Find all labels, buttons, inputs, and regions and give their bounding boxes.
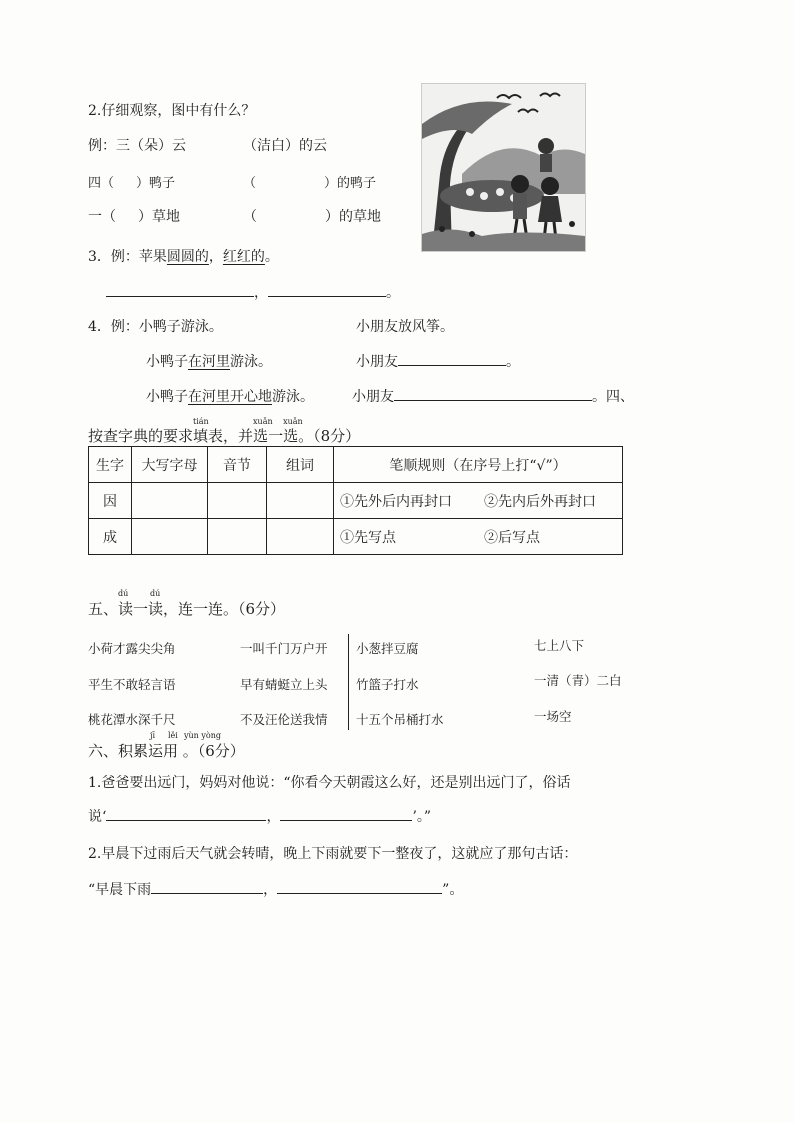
item1-sep: ，	[266, 809, 281, 825]
item2-blank-1[interactable]	[151, 892, 263, 894]
word-cell[interactable]	[267, 519, 334, 555]
duck-adj-close: ）的鸭子	[324, 176, 377, 191]
q3-blank-2[interactable]	[268, 295, 386, 297]
q3-end: 。	[264, 249, 279, 265]
q3-comma: ，	[208, 249, 223, 265]
grass-prefix: 一（	[88, 209, 116, 225]
q4-kid3-blank[interactable]	[394, 399, 592, 401]
item2-blank-2[interactable]	[277, 892, 442, 894]
dict-heading-biao: 表，并	[208, 427, 254, 445]
q4-kid2-subject: 小朋友	[356, 354, 398, 370]
row-char: 因	[89, 483, 132, 519]
left-item[interactable]: 平生不敢轻言语	[88, 677, 176, 692]
pinyin-tian: tián	[193, 417, 209, 426]
stroke-option-1[interactable]: ①先外后内再封口	[334, 483, 479, 519]
header-word: 组词	[267, 447, 334, 483]
q2-grass-row	[88, 206, 180, 226]
pinyin-du-2: dú	[150, 589, 161, 598]
item1-line2	[88, 806, 431, 826]
q3-word2: 红红的	[222, 249, 265, 265]
syllable-cell[interactable]	[208, 519, 267, 555]
duck-adj-open: （	[243, 176, 257, 191]
grass-suffix: ）草地	[138, 209, 180, 225]
q3-sep: ，	[254, 285, 268, 301]
pinyin-lei: lěi	[168, 731, 178, 740]
q4-kid2-blank[interactable]	[398, 364, 506, 366]
duck-suffix: ）鸭子	[136, 176, 176, 191]
right-a-item[interactable]: 小葱拌豆腐	[356, 641, 419, 656]
q3-blank-1[interactable]	[106, 295, 254, 297]
item1-blank-2[interactable]	[280, 819, 412, 821]
capital-cell[interactable]	[132, 519, 208, 555]
column-divider	[348, 634, 349, 730]
q4-line2-place: 在河里	[188, 354, 230, 370]
q3-prefix: 3．例：苹果	[88, 249, 167, 265]
section5-heading	[88, 589, 286, 619]
item2-end: ”。	[442, 882, 464, 898]
item1-blank-1[interactable]	[106, 819, 266, 821]
right-a-item[interactable]: 十五个吊桶打水	[356, 712, 444, 727]
q3-period: 。	[386, 285, 400, 301]
q4-line3-adverbial: 在河里开心地	[188, 389, 272, 405]
header-capital: 大写字母	[132, 447, 208, 483]
scene-illustration	[421, 83, 586, 252]
q2-duck-adj-row	[243, 172, 376, 191]
item1-open: 说‘	[88, 809, 107, 825]
stroke-option-2[interactable]: ②后写点	[478, 519, 623, 555]
q3-example	[88, 246, 279, 266]
header-char: 生字	[89, 447, 132, 483]
q2-example-adj: （洁白）的云	[243, 138, 327, 154]
header-stroke-rule: 笔顺规则（在序号上打“√”）	[334, 447, 623, 483]
grass-adj-open: （	[243, 209, 257, 225]
item2-sep: ，	[263, 882, 278, 898]
q4-kid3-row	[352, 386, 634, 406]
duck-prefix: 四（	[88, 176, 115, 191]
item2-line1: 2.早晨下过雨后天气就会转晴，晚上下雨就要下一整夜了，这就应了那句古话：	[88, 846, 578, 862]
q2-duck-row	[88, 172, 175, 191]
mid-item[interactable]: 不及汪伦送我情	[240, 712, 328, 727]
item2-open: “早晨下雨	[88, 882, 152, 898]
q4-example: 4．例：小鸭子游泳。	[88, 319, 223, 335]
right-a-item[interactable]: 竹篮子打水	[356, 677, 419, 692]
q4-kid2-row	[356, 351, 520, 371]
pinyin-ji: jī	[150, 731, 156, 740]
q4-kid2-end: 。	[506, 354, 520, 370]
mid-item[interactable]: 早有蜻蜓立上头	[240, 677, 328, 692]
word-cell[interactable]	[267, 483, 334, 519]
section5-title: 五、读一读，连一连。（6分）	[88, 600, 286, 618]
q4-line3-subject: 小鸭子	[146, 389, 188, 405]
q2-grass-adj-row	[243, 206, 381, 226]
section6-heading	[88, 731, 245, 761]
dict-heading-xuan2: 选	[283, 427, 299, 445]
table-row	[89, 483, 623, 519]
stroke-option-1[interactable]: ①先写点	[334, 519, 479, 555]
mid-item[interactable]: 一叫千门万户开	[240, 641, 328, 656]
header-syllable: 音节	[208, 447, 267, 483]
right-b-item[interactable]: 七上八下	[534, 638, 585, 653]
left-item[interactable]: 桃花潭水深千尺	[88, 712, 176, 727]
q2-example: 例：三（朵）云	[88, 138, 186, 154]
capital-cell[interactable]	[132, 483, 208, 519]
table-row	[89, 519, 623, 555]
dict-heading-a: 按查字典的要求	[88, 427, 194, 445]
q4-kid3-subject: 小朋友	[352, 389, 394, 405]
stroke-option-2[interactable]: ②先内后外再封口	[478, 483, 623, 519]
right-b-item[interactable]: 一清（青）二白	[534, 673, 622, 688]
q4-line2-subject: 小鸭子	[146, 354, 188, 370]
dict-heading	[88, 417, 361, 446]
pinyin-yunyong: yùn yòng	[184, 731, 221, 740]
left-item[interactable]: 小荷才露尖尖角	[88, 641, 176, 656]
dictionary-table	[88, 446, 623, 555]
q3-word1: 圆圆的	[166, 249, 209, 265]
syllable-cell[interactable]	[208, 483, 267, 519]
dict-heading-xuan1: 选	[253, 427, 269, 445]
table-header-row	[89, 447, 623, 483]
q4-line2	[146, 351, 272, 371]
section6-title: 六、积累运用 。（6分）	[88, 742, 245, 760]
pinyin-xuan-2: xuǎn	[283, 417, 303, 426]
dict-heading-yi: 一	[268, 427, 284, 445]
q4-kid-example: 小朋友放风筝。	[356, 319, 454, 335]
row-char: 成	[89, 519, 132, 555]
dict-heading-end: 。（8分）	[298, 427, 361, 445]
item2-line2	[88, 879, 463, 899]
q4-line2-verb: 游泳。	[230, 354, 272, 370]
q4-line3-verb: 游泳。	[272, 389, 314, 405]
right-b-item[interactable]: 一场空	[534, 709, 572, 724]
q3-answer-row	[106, 282, 400, 302]
pinyin-xuan-1: xuǎn	[253, 417, 273, 426]
grass-adj-close: ）的草地	[325, 209, 381, 225]
dict-heading-tian: 填	[193, 427, 209, 445]
pinyin-du-1: dú	[118, 589, 129, 598]
item1-line1: 1.爸爸要出远门，妈妈对他说：“你看今天朝霞这么好，还是别出远门了，俗话	[88, 775, 571, 791]
q4-line3	[146, 386, 314, 406]
q2-title: 2.仔细观察，图中有什么？	[88, 103, 256, 119]
q4-kid3-end: 。四、	[592, 389, 634, 405]
item1-end: ’。”	[412, 809, 432, 825]
